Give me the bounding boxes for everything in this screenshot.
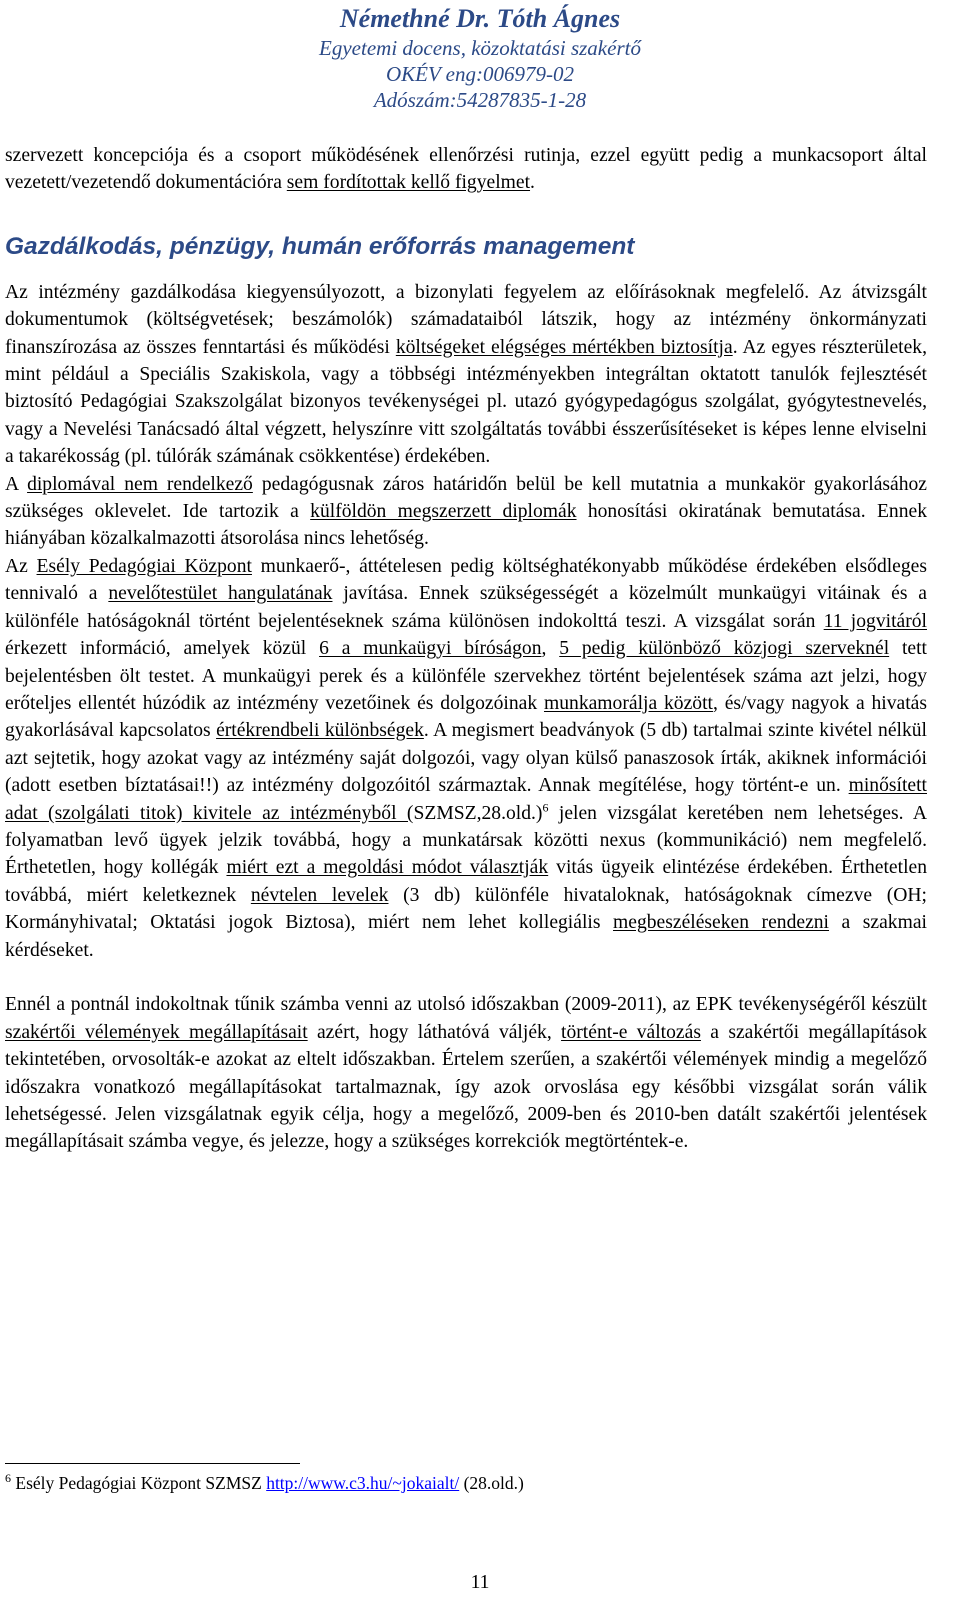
paragraph-intro: szervezett koncepciója és a csoport működésének ellenőrzési rutinja, ezzel együtt pedig a munkacsoport által vezetett/vezetendő dokumentációra sem fordítottak kellő figyelmet. bbox=[5, 145, 927, 194]
underlined-phrase: munkamorálja között bbox=[543, 692, 713, 714]
underlined-phrase: sem fordítottak kellő figyelmet bbox=[286, 172, 531, 194]
underlined-phrase: Esély Pedagógiai Központ bbox=[36, 555, 252, 577]
underlined-phrase: 6 a munkaügyi bíróságon bbox=[319, 638, 542, 660]
footnote-reference[interactable]: 6 bbox=[542, 800, 549, 814]
document-header bbox=[0, 2, 960, 113]
author-name: Némethné Dr. Tóth Ágnes bbox=[339, 4, 621, 33]
document-body bbox=[5, 142, 927, 1156]
footnote: $^6$ Esély Pedagógiai Központ SZMSZ http://www.c3.hu/~jokaialt/ (28.old.) bbox=[5, 1471, 524, 1493]
underlined-phrase: szakértői vélemények megállapításait bbox=[5, 1021, 308, 1043]
footnote-link[interactable]: http://www.c3.hu/~jokaialt/ bbox=[266, 1473, 460, 1493]
paragraph-review: Ennél a pontnál indokoltnak tűnik számba venni az utolsó időszakban (2009-2011), az EPK tevékenységéről készült szakértői vélemények megállapításait azért, hogy láthatóvá váljék, történt-e változás a szakértői megállapítások tekintetében, orvosolták-e azokat az eltelt időszakban. Értelem szerűen, a szakértői vélemények mindig a megelőző időszakra vonatkozó megállapításokat tartalmaznak, így azok orvoslása egy későbbi vizsgálat során válik lehetségessé. Jelen vizsgálatnak egyik célja, hogy a megelőző, 2009-ben és 2010-ben datált szakértői jelentések megállapításait számba vegye, és jelezze, hogy a szükséges korrekciók megtörténtek-e. bbox=[5, 994, 927, 1153]
underlined-phrase: minősített adat (szolgálati titok) kivitele az intézményből ( bbox=[5, 775, 927, 824]
tax-number: Adószám:54287835-1-28 bbox=[373, 88, 587, 112]
underlined-phrase: történt-e változás bbox=[561, 1021, 701, 1043]
paragraph-labour: Az Esély Pedagógiai Központ munkaerő-, áttételesen pedig költséghatékonyabb működése érdekében elsődleges tennivaló a nevelőtestület hangulatának javítása. Ennek szükségességét a közelmúlt munkaügyi vitáinak és a különféle hatóságoknál történt bejelentéseknek száma különösen indokolttá teszi. A vizsgálat során 11 jogvitáról érkezett információ, amelyek közül 6 a munkaügyi bíróságon, 5 pedig különböző közjogi szerveknél tett bejelentésben ölt testet. A munkaügyi perek és a különféle szervekhez történt bejelentések száma azt jelzi, hogy erőteljes ellentét húzódik az intézmény vezetőinek és dolgozóinak munkamorálja között, és/vagy nagyok a hivatás gyakorlásával kapcsolatos értékrendbeli különbségek. A megismert beadványok (5 db) tartalmai szinte kivétel nélkül azt sejtetik, hogy azokat vagy az intézmény saját dolgozói, vagy olyan külső panaszosok írták, akiknek információi (adott esetben bíztatásai!!) az intézmény dolgozóitól származtak. Annak megítélése, hogy történt-e un. minősített adat (szolgálati titok) kivitele az intézményből (SZMSZ,28.old.)$^6$ jelen vizsgálat keretében nem lehetséges. A folyamatban levő ügyek jelzik továbbá, hogy a munkatársak közötti nexus (kommunikáció) nem megfelelő. Érthetetlen, hogy kollégák miért ezt a megoldási módot választják vitás ügyeik elintézése érdekében. Érthetetlen továbbá, miért keletkeznek névtelen levelek (3 db) különféle hivataloknak, hatóságoknak címezve (OH; Kormányhivatal; Oktatási jogok Biztosa), miért nem lehet kollegiális megbeszéléseken rendezni a szakmai kérdéseket. bbox=[5, 555, 928, 961]
underlined-phrase: nevelőtestület hangulatának bbox=[108, 583, 333, 605]
section-heading: Gazdálkodás, pénzügy, humán erőforrás management bbox=[5, 232, 635, 260]
paragraph-finance: Az intézmény gazdálkodása kiegyensúlyozott, a bizonylati fegyelem az előírásoknak megfelelő. Az átvizsgált dokumentumok (költségvetések; beszámolók) számadataiból látszik, hogy az intézmény önkormányzati finanszírozása az összes fenntartási és működési költségeket elégséges mértékben biztosítja. Az egyes részterületek, mint például a Speciális Szakiskola, vagy a többségi intézményekben integráltan oktatott tanulók fejlesztését biztosító Pedagógiai Szakszolgálat bizonyos tevékenységei pl. utazó gyógypedagógus szolgálat, gyógytestnevelés, vagy a Nevelési Tanácsadó által végzett, helyszínre vitt szolgáltatás további ésszerűsítéseket is képes lenne elviselni a takarékosság (pl. túlórák számának csökkentése) érdekében. bbox=[5, 281, 927, 468]
underlined-phrase: 11 jogvitáról bbox=[823, 610, 927, 632]
footnote-separator bbox=[5, 1463, 300, 1464]
page-number: 11 bbox=[470, 1572, 490, 1593]
underlined-phrase: külföldön megszerzett diplomák bbox=[310, 501, 577, 523]
underlined-phrase: miért ezt a megoldási módot választják bbox=[226, 857, 549, 879]
underlined-phrase: értékrendbeli különbségek bbox=[216, 720, 424, 742]
author-title: Egyetemi docens, közoktatási szakértő bbox=[319, 36, 641, 60]
underlined-phrase: 5 pedig különböző közjogi szerveknél bbox=[559, 638, 890, 660]
okev-registration: OKÉV eng:006979-02 bbox=[385, 62, 574, 86]
footnote-number: 6 bbox=[5, 1471, 11, 1486]
underlined-phrase: névtelen levelek bbox=[250, 884, 389, 906]
underlined-phrase: megbeszéléseken rendezni bbox=[613, 912, 830, 934]
paragraph-diploma: A diplomával nem rendelkező pedagógusnak záros határidőn belül be kell mutatnia a munkakör gyakorlásához szükséges oklevelet. Ide tartozik a külföldön megszerzett diplomák honosítási okiratának bemutatása. Ennek hiányában közalkalmazotti átsorolása nincs lehetőség. bbox=[5, 473, 928, 550]
paragraph-spacer bbox=[5, 964, 927, 991]
underlined-phrase: költségeket elégséges mértékben biztosítja bbox=[395, 336, 733, 358]
underlined-phrase: diplomával nem rendelkező bbox=[27, 473, 253, 495]
